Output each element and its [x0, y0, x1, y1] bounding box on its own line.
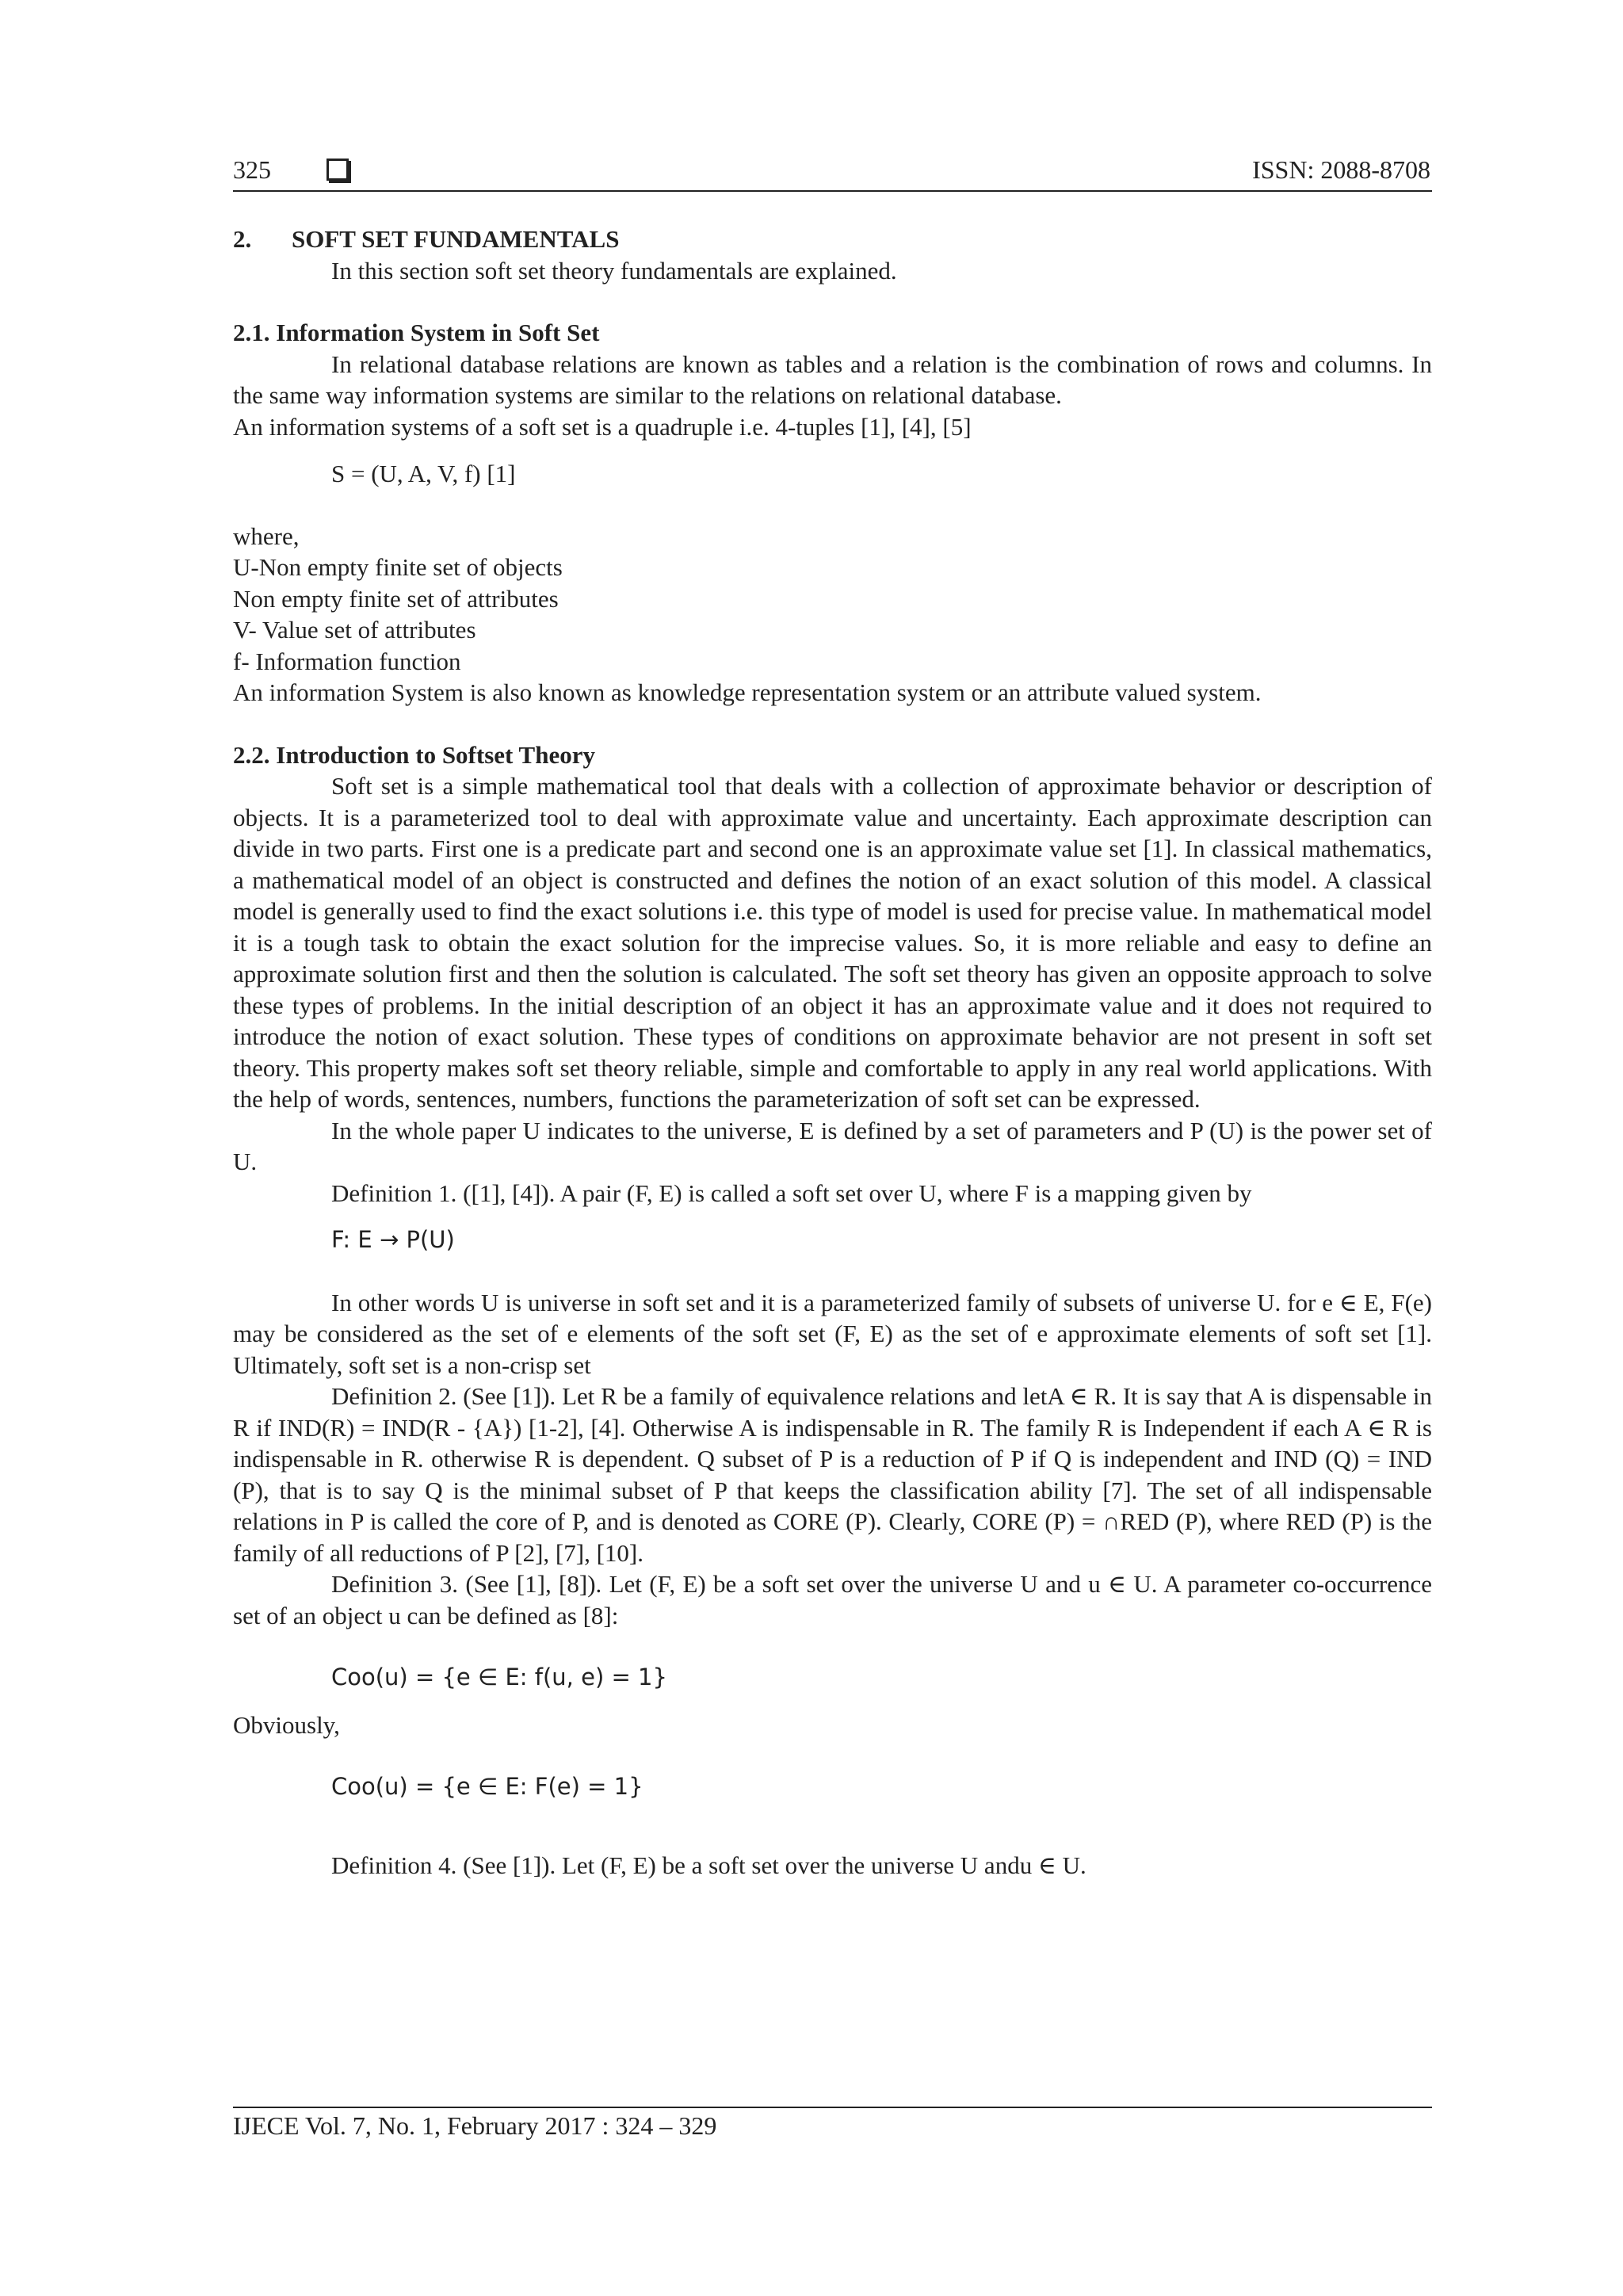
paragraph: In relational database relations are known as tables and a relation is the combination of rows and columns. In the same way information systems are similar to the relations on relational database. — [233, 350, 1432, 409]
definition-2: Definition 2. (See [1]). Let R be a family of equivalence relations and letA ∈ R. It is say that A is dispensable in R if IND(R) = IND(R - {A}) [1-2], [4]. Otherwise A is indispensable in R. The family R is Independent if each A ∈ R is indispensable in R. otherwise R is dependent. Q subset of P is a reduction of P if Q is independent and IND (Q) = IND (P), that is to say Q is the minimal subset of P that keeps the classification ability [7]. The set of all indispensable relations in P is called the core of P, and is denoted as CORE (P). Clearly, CORE (P) = ∩RED (P), where RED (P) is the family of all reductions of P [2], [7], [10]. — [233, 1382, 1432, 1567]
definition-item: V- Value set of attributes — [233, 616, 476, 644]
definition-1: Definition 1. ([1], [4]). A pair (F, E) is called a soft set over U, where F is a mapping given by — [331, 1179, 1252, 1207]
definition-item: U-Non empty finite set of objects — [233, 553, 563, 581]
page-body — [233, 223, 1432, 1881]
paragraph: In the whole paper U indicates to the universe, E is defined by a set of parameters and P (U) is the power set of U. — [233, 1116, 1432, 1175]
section-heading — [233, 223, 1432, 255]
equation: Coo(u) = {e ∈ E: F(e) = 1} — [331, 1773, 643, 1800]
definition-4: Definition 4. (See [1]). Let (F, E) be a soft set over the universe U andu ∈ U. — [331, 1851, 1086, 1879]
obviously-label: Obviously, — [233, 1710, 340, 1739]
paragraph: In other words U is universe in soft set and it is a parameterized family of subsets of universe U. for e ∈ E, F(e) may be considered as the set of e elements of the soft set (F, E) as the set of e approximate elements of soft set [1]. Ultimately, soft set is a non-crisp set — [233, 1288, 1432, 1379]
page-number: 325 — [233, 155, 271, 184]
subsection-heading: 2.2. Introduction to Softset Theory — [233, 740, 595, 769]
equation: F: E → P(U) — [331, 1226, 455, 1253]
where-label: where, — [233, 521, 300, 550]
subsection-heading: 2.1. Information System in Soft Set — [233, 319, 600, 346]
issn: ISSN: 2088-8708 — [1252, 155, 1430, 184]
definition-item: f- Information function — [233, 647, 461, 675]
footer-citation: IJECE Vol. 7, No. 1, February 2017 : 324 – 329 — [233, 2111, 717, 2140]
section-intro: In this section soft set theory fundamentals are explained. — [331, 256, 897, 285]
definition-item: Non empty finite set of attributes — [233, 584, 559, 613]
page-footer — [233, 2107, 1432, 2141]
equation: Coo(u) = {e ∈ E: f(u, e) = 1} — [331, 1664, 667, 1690]
page-header — [233, 155, 1432, 192]
paragraph: Soft set is a simple mathematical tool that deals with a collection of approximate behavior or description of objects. It is a parameterized tool to deal with approximate value and uncertainty. Each approximate description can divide in two parts. First one is a predicate part and second one is an approximate value set [1]. In classical mathematics, a mathematical model of an object is constructed and defines the notion of an exact solution of this model. A classical model is generally used to find the exact solutions i.e. this type of model is used for precise value. In mathematical model it is a tough task to obtain the exact solution for the imprecise values. So, it is more reliable and easy to define an approximate solution first and then the solution is calculated. The soft set theory has given an opposite approach to solve these types of problems. In the initial description of an object it has an approximate value and it does not required to introduce the notion of exact solution. These types of conditions on approximate behavior are not present in soft set theory. This property makes soft set theory reliable, simple and comfortable to apply in any real world applications. With the help of words, sentences, numbers, functions the parameterization of soft set can be expressed. — [233, 772, 1432, 1113]
section-title: SOFT SET FUNDAMENTALS — [292, 225, 620, 253]
paragraph: An information systems of a soft set is a quadruple i.e. 4-tuples [1], [4], [5] — [233, 412, 972, 441]
section-number: 2. — [233, 225, 252, 253]
checkbox-square-icon — [327, 159, 349, 181]
paragraph: An information System is also known as knowledge representation system or an attribute valued system. — [233, 678, 1262, 706]
equation: S = (U, A, V, f) [1] — [331, 460, 516, 487]
definition-3: Definition 3. (See [1], [8]). Let (F, E) be a soft set over the universe U and u ∈ U. A parameter co-occurrence set of an object u can be defined as [8]: — [233, 1570, 1432, 1629]
